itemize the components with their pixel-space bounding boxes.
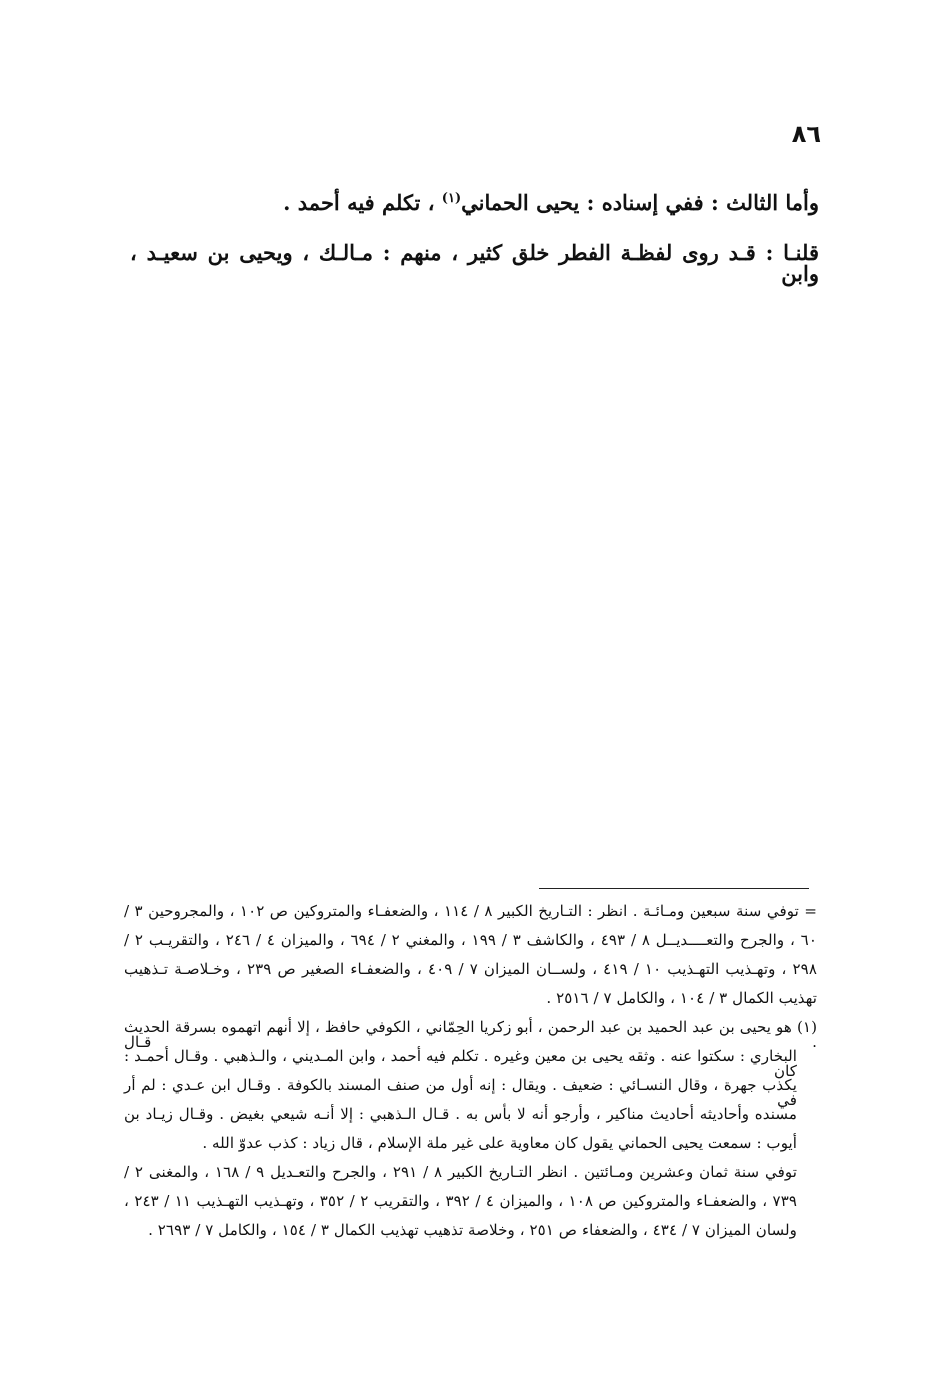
- main-text-line-1-after-ref: ، تكلم فيه أحمد .: [283, 190, 442, 215]
- footnote-1-marker: (١): [796, 1018, 818, 1036]
- footnote-continuation-line-4: تهذيب الكمال ٣ / ١٠٤ ، والكامل ٧ / ٢٥١٦ .: [546, 989, 817, 1007]
- footnote-1-line-2: البخاري : سكتوا عنه . وثقه يحيى بن معين وغيره . تكلم فيه أحمد ، وابن المـديني ، والـذهبي . وقـال أحمـد : كان: [124, 1047, 797, 1081]
- footnote-1-line-3: يكذب جهرة ، وقال النسـائي : ضعيف . ويقال : إنه أول من صنف المسند بالكوفة . وقـال ابن عـدي : لم أر في: [124, 1076, 797, 1110]
- main-text-line-1: [130, 192, 819, 219]
- footnote-1-para2-line-1: توفي سنة ثمان وعشرين ومـائتين . انظر التـاريخ الكبير ٨ / ٢٩١ ، والجرح والتعـديل ٩ / ١٦٨ ، والمغنى ٢ /: [124, 1163, 797, 1181]
- main-text-line-2: قلنـا : قـد روى لفظـة الفطر خلق كثير ، منهم : مـالـك ، ويحيى بن سعيـد ، وابن: [130, 240, 819, 286]
- footnote-continuation-line-2: ٦٠ ، والجرح والتعــــديــل ٨ / ٤٩٣ ، والكاشف ٣ / ١٩٩ ، والمغني ٢ / ٦٩٤ ، والميزان ٤ / ٢٤٦ ، والتقريـب ٢ /: [124, 931, 817, 949]
- footnote-continuation-line-3: ٢٩٨ ، وتهـذيب التهـذيب ١٠ / ٤١٩ ، ولســان الميزان ٧ / ٤٠٩ ، والضعفـاء الصغير ص ٢٣٩ ، وخـلاصـة تـذهيب: [124, 960, 817, 978]
- footnote-1-text-1: هو يحيى بن عبد الحميد بن عبد الرحمن ، أبو زكريا الحِمّاني ، الكوفي حافظ ، إلا أنهم اتهموه بسرقة الحديث . قـال: [124, 1018, 817, 1052]
- footnote-1-line-5: أيوب : سمعت يحيى الحماني يقول كان معاوية على غير ملة الإسلام ، قال زياد : كذب عدوّ الله .: [202, 1134, 797, 1152]
- footnote-continuation-line-1: [124, 904, 817, 922]
- footnote-1-para2-line-3: ولسان الميزان ٧ / ٤٣٤ ، والضعفاء ص ٢٥١ ، وخلاصة تذهيب تهذيب الكمال ٣ / ١٥٤ ، والكامل ٧ / ٢٦٩٣ .: [148, 1221, 797, 1239]
- footnote-1-para2-line-2: ٧٣٩ ، والضعفـاء والمتروكين ص ١٠٨ ، والميزان ٤ / ٣٩٢ ، والتقريب ٢ / ٣٥٢ ، وتهـذيب التهـذيب ١١ / ٢٤٣ ،: [124, 1192, 798, 1210]
- page-number: ٨٦: [791, 120, 821, 148]
- footnote-continuation-text-1: توفي سنة سبعين ومـائـة . انظر : التـاريخ الكبير ٨ / ١١٤ ، والضعفـاء والمتروكين ص ١٠٢ ، والمجروحين ٣ /: [124, 902, 799, 920]
- footnotes-section: [124, 904, 817, 1252]
- continuation-marker: =: [804, 902, 817, 920]
- main-body-text: [130, 192, 819, 292]
- main-text-line-1-before-ref: وأما الثالث : ففي إسناده : يحيى الحماني: [461, 190, 819, 215]
- footnote-separator: [539, 888, 809, 889]
- footnote-reference-1[interactable]: (١): [441, 191, 462, 206]
- footnote-1-line-1: [124, 1018, 818, 1052]
- footnote-1-line-4: مسنده وأحاديثه أحاديث مناكير ، وأرجو أنه لا بأس به . قـال الـذهبي : إلا أنـه شيعي بغيض . وقـال زيـاد بن: [124, 1105, 797, 1123]
